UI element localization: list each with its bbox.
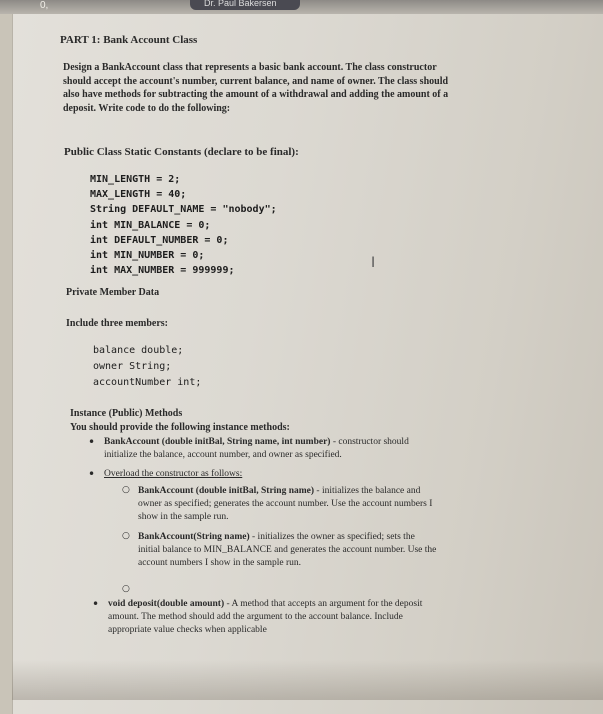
list-item <box>88 467 243 481</box>
intro-paragraph <box>63 61 493 115</box>
constants-heading: Public Class Static Constants (declare to be final): <box>64 146 299 158</box>
constants-code-block <box>90 172 277 278</box>
list-item <box>88 435 504 462</box>
intro-line: Design a BankAccount class that represents a basic bank account. The class constructor <box>63 62 437 73</box>
include-members-text: Include three members: <box>66 318 169 329</box>
bullet-circle-icon: ○ <box>122 485 130 495</box>
intro-line: deposit. Write code to do the following: <box>63 102 231 114</box>
constant-line: int MIN_BALANCE = 0; <box>90 219 211 231</box>
members-code-block <box>93 343 201 391</box>
member-line: accountNumber int; <box>93 377 202 388</box>
member-line: balance double; <box>93 345 184 356</box>
instance-methods-intro: You should provide the following instance methods: <box>70 422 290 433</box>
method-desc-line: initialize the balance, account number, and owner as specified. <box>104 450 342 460</box>
constant-line: int MIN_NUMBER = 0; <box>90 250 205 262</box>
constant-line: MAX_LENGTH = 40; <box>90 189 187 201</box>
method-desc-line: show in the sample run. <box>138 512 229 522</box>
list-item <box>122 485 508 524</box>
method-desc-line: account numbers I show in the sample run. <box>138 558 302 568</box>
name-tab <box>190 0 300 10</box>
method-desc: - initializes the balance and <box>314 486 421 496</box>
method-signature: BankAccount(String name) <box>138 532 250 542</box>
top-edge-strip <box>0 0 603 14</box>
page-title: PART 1: Bank Account Class <box>60 34 198 46</box>
bullet-dot-icon: • <box>92 597 100 611</box>
method-desc: - A method that accepts an argument for the deposit <box>224 599 423 609</box>
intro-line: should accept the account's number, current balance, and name of owner. The class should <box>63 75 449 87</box>
bullet-dot-icon: • <box>88 467 96 481</box>
method-signature: BankAccount (double initBal, String name) <box>138 486 315 496</box>
crop-text: 0, <box>40 0 49 11</box>
constant-line: String DEFAULT_NAME = "nobody"; <box>90 204 277 216</box>
method-desc-line: owner as specified; generates the account number. Use the account numbers I <box>138 499 433 509</box>
bullet-circle-icon: ○ <box>122 531 130 541</box>
method-desc: - constructor should <box>330 437 409 447</box>
method-desc-line: appropriate value checks when applicable <box>108 625 267 635</box>
text-cursor-icon: I <box>371 255 376 271</box>
list-item <box>92 597 508 637</box>
method-signature: BankAccount (double initBal, String name, int number) <box>104 437 331 447</box>
constant-line: int MAX_NUMBER = 999999; <box>90 265 235 277</box>
instance-methods-heading: Instance (Public) Methods <box>70 408 183 419</box>
private-data-heading: Private Member Data <box>66 287 160 298</box>
constant-line: int DEFAULT_NUMBER = 0; <box>90 234 229 246</box>
bottom-shadow <box>12 660 603 700</box>
bullet-dot-icon: • <box>88 435 96 449</box>
method-desc-line: initial balance to MIN_BALANCE and generates the account number. Use the <box>138 545 437 555</box>
member-line: owner String; <box>93 361 172 372</box>
method-desc-line: amount. The method should add the argument to the account balance. Include <box>108 612 403 622</box>
constant-line: MIN_LENGTH = 2; <box>90 174 181 185</box>
overload-text: Overload the constructor as follows: <box>104 469 243 479</box>
method-desc: - initializes the owner as specified; sets the <box>249 532 415 542</box>
name-tab-text: Dr. Paul Bakersen <box>204 0 277 8</box>
list-item <box>122 531 508 570</box>
bullet-circle-icon: ○ <box>122 584 130 594</box>
method-signature: void deposit(double amount) <box>108 599 225 609</box>
intro-line: also have methods for subtracting the amount of a withdrawal and adding the amount of a <box>63 89 449 100</box>
